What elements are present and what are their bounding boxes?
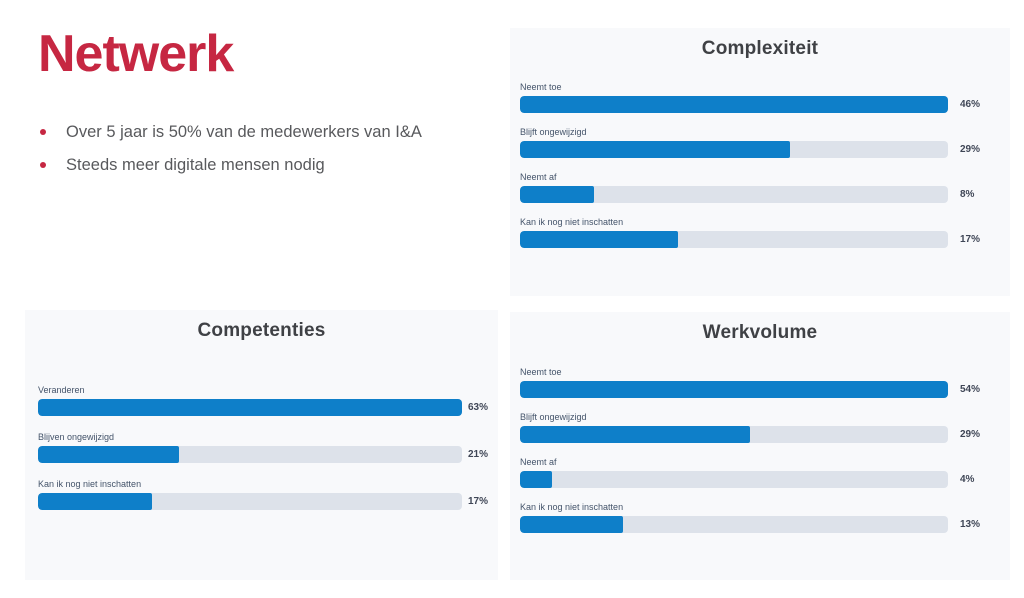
bar-line — [520, 96, 1010, 113]
bar-line — [520, 426, 1010, 443]
page-title: Netwerk — [38, 25, 234, 83]
bar-fill — [520, 231, 678, 248]
bar-row — [520, 457, 1010, 488]
bar-label: Blijft ongewijzigd — [520, 127, 587, 137]
bar-row — [38, 432, 498, 463]
bar-label: Veranderen — [38, 385, 85, 395]
bar-value: 29% — [960, 429, 981, 440]
bar-track — [520, 516, 948, 533]
bar-value: 4% — [960, 474, 975, 485]
bar-fill — [520, 96, 948, 113]
bar-rows — [510, 367, 1010, 533]
bar-label: Kan ik nog niet inschatten — [520, 217, 624, 227]
bar-label: Kan ik nog niet inschatten — [520, 502, 624, 512]
bar-line — [520, 231, 1010, 248]
bar-line — [38, 446, 498, 463]
bar-label: Blijft ongewijzigd — [520, 412, 587, 422]
bar-line — [520, 141, 1010, 158]
bar-fill — [520, 471, 552, 488]
bar-track — [520, 471, 948, 488]
chart-title: Competenties — [197, 320, 326, 341]
bar-label: Neemt toe — [520, 82, 562, 92]
bar-rows — [25, 385, 498, 510]
bar-line — [520, 471, 1010, 488]
bar-track — [520, 426, 948, 443]
bar-label: Kan ik nog niet inschatten — [38, 479, 142, 489]
bar-row — [520, 367, 1010, 398]
bullet-item — [38, 122, 462, 142]
bar-value: 17% — [960, 234, 981, 245]
bar-line — [38, 493, 498, 510]
bar-line — [520, 186, 1010, 203]
bar-row — [38, 479, 498, 510]
bar-track — [520, 186, 948, 203]
bar-line — [520, 381, 1010, 398]
bar-track — [520, 141, 948, 158]
bar-fill — [38, 446, 179, 463]
bar-line — [38, 399, 498, 416]
bar-fill — [520, 426, 750, 443]
bar-value: 54% — [960, 384, 981, 395]
bar-value: 63% — [468, 402, 489, 413]
chart-panel-competenties — [25, 310, 498, 580]
bar-track — [38, 446, 462, 463]
bar-value: 46% — [960, 99, 981, 110]
chart-title: Complexiteit — [701, 38, 819, 59]
bar-track — [38, 493, 462, 510]
bar-fill — [38, 399, 462, 416]
bar-value: 17% — [468, 496, 489, 507]
bar-fill — [520, 516, 623, 533]
chart-title: Werkvolume — [702, 322, 818, 343]
bullet-dot — [40, 129, 46, 135]
bar-rows — [510, 82, 1010, 248]
bar-value: 29% — [960, 144, 981, 155]
bar-row — [520, 502, 1010, 533]
chart-panel-werkvolume — [510, 312, 1010, 580]
bar-label: Blijven ongewijzigd — [38, 432, 115, 442]
bar-row — [520, 82, 1010, 113]
bullet-item — [38, 155, 462, 175]
bar-fill — [520, 381, 948, 398]
bullet-dot — [40, 162, 46, 168]
bar-label: Neemt af — [520, 457, 557, 467]
bar-row — [520, 412, 1010, 443]
bullet-list — [38, 122, 462, 188]
bar-label: Neemt toe — [520, 367, 562, 377]
bar-track — [520, 381, 948, 398]
bar-fill — [38, 493, 152, 510]
chart-panel-complexiteit — [510, 28, 1010, 296]
bar-track — [520, 96, 948, 113]
bullet-text: Steeds meer digitale mensen nodig — [66, 156, 325, 175]
bar-track — [520, 231, 948, 248]
bar-row — [520, 127, 1010, 158]
bar-fill — [520, 141, 790, 158]
bar-row — [38, 385, 498, 416]
bar-value: 8% — [960, 189, 975, 200]
bar-fill — [520, 186, 594, 203]
bar-row — [520, 217, 1010, 248]
bar-track — [38, 399, 462, 416]
bar-value: 13% — [960, 519, 981, 530]
bullet-text: Over 5 jaar is 50% van de medewerkers van I&A — [66, 123, 422, 141]
bar-line — [520, 516, 1010, 533]
bar-value: 21% — [468, 449, 489, 460]
bar-row — [520, 172, 1010, 203]
bar-label: Neemt af — [520, 172, 557, 182]
